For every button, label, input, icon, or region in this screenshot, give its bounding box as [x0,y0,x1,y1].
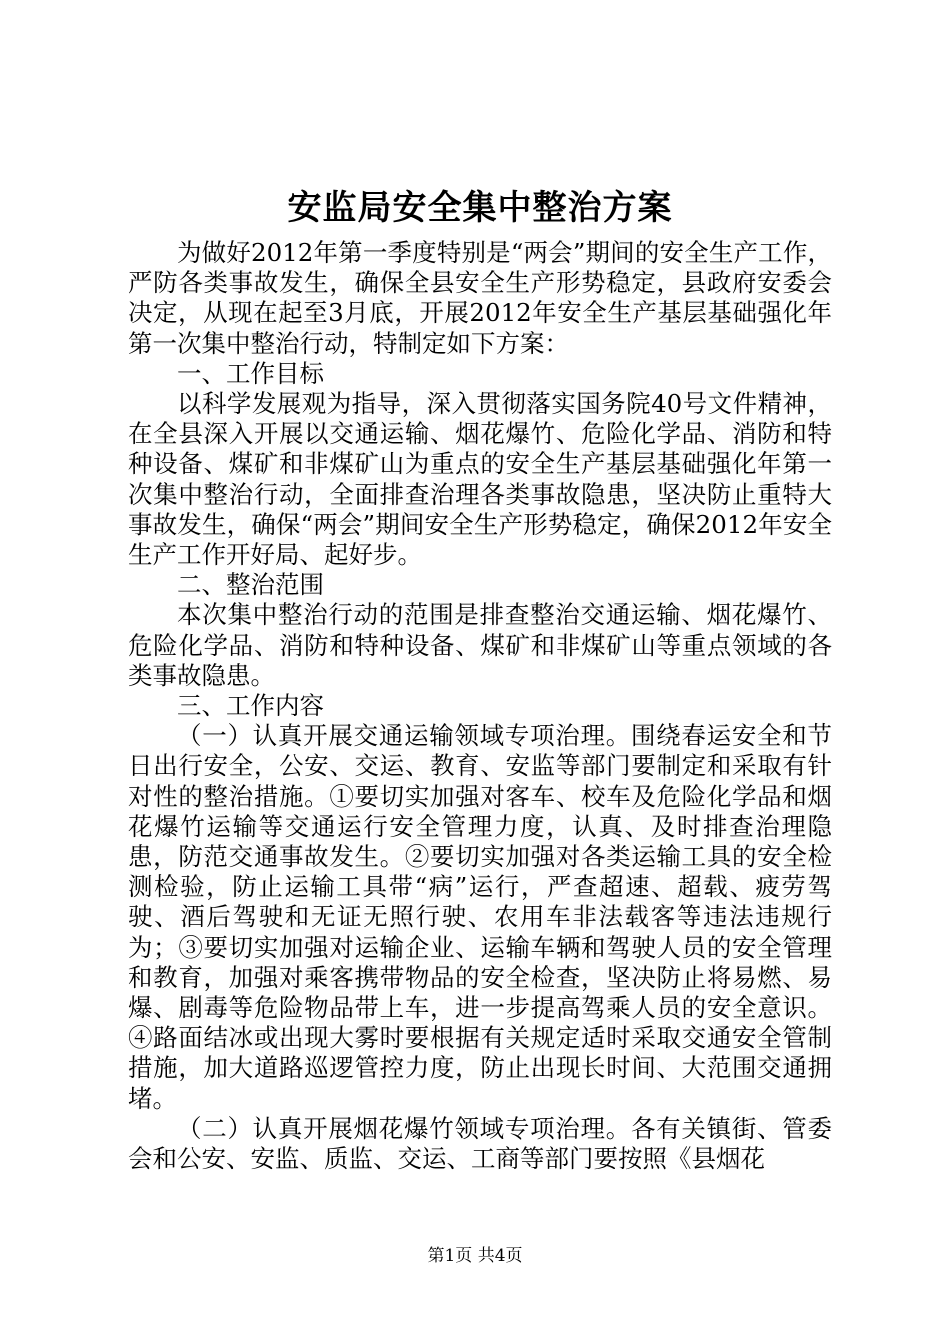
scope-paragraph: 本次集中整治行动的范围是排查整治交通运输、烟花爆竹、危险化学品、消防和特种设备、煤矿和非煤矿山等重点领域的各类事故隐患。 [128,600,832,690]
document-page [128,178,832,1174]
document-title: 安监局安全集中整治方案 [287,188,673,228]
content-paragraph-traffic: （一）认真开展交通运输领域专项治理。围绕春运安全和节日出行安全，公安、交运、教育、安监等部门要制定和采取有针对性的整治措施。①要切实加强对客车、校车及危险化学品和烟花爆竹运输等交通运行安全管理力度，认真、及时排查治理隐患，防范交通事故发生。②要切实加强对各类运输工具的安全检测检验，防止运输工具带“病”运行，严查超速、超载、疲劳驾驶、酒后驾驶和无证无照行驶、农用车非法载客等违法违规行为；③要切实加强对运输企业、运输车辆和驾驶人员的安全管理和教育，加强对乘客携带物品的安全检查，坚决防止将易燃、易爆、剧毒等危险物品带上车，进一步提高驾乘人员的安全意识。④路面结冰或出现大雾时要根据有关规定适时采取交通安全管制措施，加大道路巡逻管控力度，防止出现长时间、大范围交通拥堵。 [128,721,832,1113]
section-heading-scope: 二、整治范围 [177,570,324,600]
content-paragraph-fireworks: （二）认真开展烟花爆竹领域专项治理。各有关镇街、管委会和公安、安监、质监、交运、工商等部门要按照《县烟花 [128,1113,832,1174]
intro-paragraph: 为做好2012年第一季度特别是“两会”期间的安全生产工作，严防各类事故发生，确保全县安全生产形势稳定，县政府安委会决定，从现在起至3月底，开展2012年安全生产基层基础强化年第一次集中整治行动，特制定如下方案： [128,238,832,358]
goals-paragraph: 以科学发展观为指导，深入贯彻落实国务院40号文件精神，在全县深入开展以交通运输、烟花爆竹、危险化学品、消防和特种设备、煤矿和非煤矿山为重点的安全生产基层基础强化年第一次集中整治行动，全面排查治理各类事故隐患，坚决防止重特大事故发生，确保“两会”期间安全生产形势稳定，确保2012年安全生产工作开好局、起好步。 [128,389,832,570]
section-heading-content: 三、工作内容 [177,691,324,721]
section-heading-goals: 一、工作目标 [177,358,324,388]
page-footer: 第1页 共4页 [427,1246,523,1266]
